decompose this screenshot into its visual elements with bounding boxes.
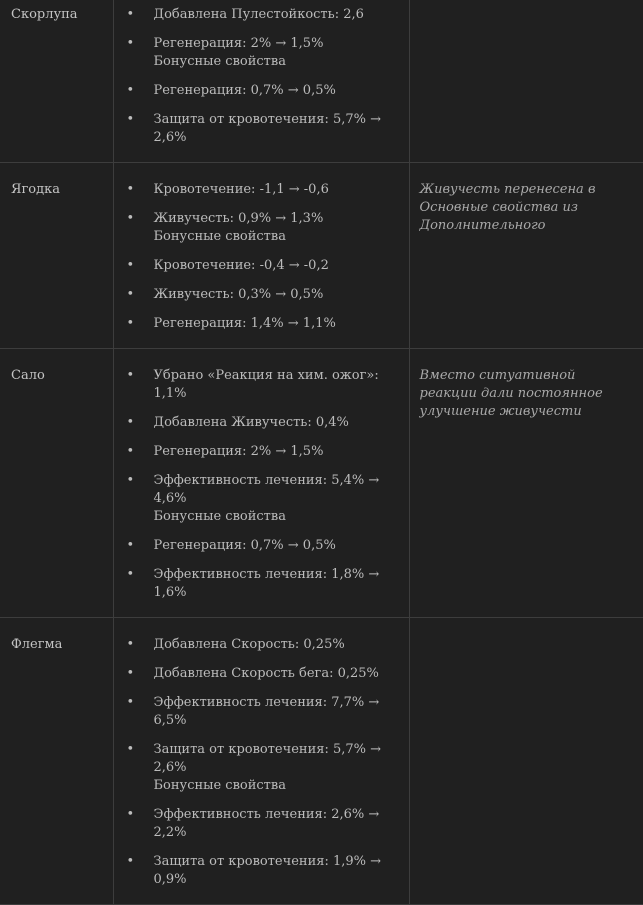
bonus-properties-label: Бонусные свойства — [153, 229, 286, 244]
table-row — [0, 349, 643, 618]
bonus-properties-label: Бонусные свойства — [153, 778, 286, 793]
list-item — [114, 414, 397, 432]
comment-cell: Вместо ситуативной реакции дали постоянное улучшение живучести — [409, 349, 643, 618]
list-item — [114, 537, 397, 555]
bullet-icon: • — [126, 666, 135, 681]
item-name-cell: Ягодка — [0, 163, 113, 349]
table-row — [0, 163, 643, 349]
change-text: Эффективность лечения: 2,6% → 2,2% — [153, 807, 380, 840]
bullet-icon: • — [126, 211, 135, 226]
bullet-icon: • — [126, 415, 135, 430]
change-text: Убрано «Реакция на хим. ожог»: 1,1% — [153, 368, 379, 401]
list-item — [114, 853, 397, 889]
changes-list — [114, 6, 397, 147]
list-item — [114, 636, 397, 654]
change-text: Регенерация: 0,7% → 0,5% — [153, 538, 336, 553]
bullet-icon: • — [126, 112, 135, 127]
item-name-cell: Сало — [0, 349, 113, 618]
change-text: Эффективность лечения: 7,7% → 6,5% — [153, 695, 380, 728]
list-item — [114, 6, 397, 24]
bullet-icon: • — [126, 473, 135, 488]
bullet-icon: • — [126, 742, 135, 757]
change-text: Кровотечение: -1,1 → -0,6 — [153, 182, 329, 197]
bullet-icon: • — [126, 695, 135, 710]
change-text: Добавлена Скорость: 0,25% — [153, 637, 345, 652]
list-item — [114, 286, 397, 304]
change-text: Регенерация: 2% → 1,5% — [153, 36, 324, 51]
change-text: Живучесть: 0,3% → 0,5% — [153, 287, 324, 302]
table-row — [0, 618, 643, 905]
comment-cell: Живучесть перенесена в Основные свойства из Дополнительного — [409, 163, 643, 349]
bullet-icon: • — [126, 444, 135, 459]
change-text: Защита от кровотечения: 5,7% → 2,6% — [153, 112, 382, 145]
list-item — [114, 210, 397, 246]
table-row — [0, 0, 643, 163]
change-text: Защита от кровотечения: 5,7% → 2,6% — [153, 742, 382, 775]
list-item — [114, 257, 397, 275]
change-text: Эффективность лечения: 1,8% → 1,6% — [153, 567, 380, 600]
changes-list — [114, 636, 397, 889]
list-item — [114, 82, 397, 100]
bullet-icon: • — [126, 807, 135, 822]
list-item — [114, 694, 397, 730]
change-text: Регенерация: 1,4% → 1,1% — [153, 316, 336, 331]
bullet-icon: • — [126, 316, 135, 331]
change-text: Кровотечение: -0,4 → -0,2 — [153, 258, 329, 273]
list-item — [114, 566, 397, 602]
change-text: Добавлена Скорость бега: 0,25% — [153, 666, 379, 681]
change-text: Эффективность лечения: 5,4% → 4,6% — [153, 473, 380, 506]
comment-cell — [409, 618, 643, 905]
change-text: Живучесть: 0,9% → 1,3% — [153, 211, 324, 226]
item-name-cell: Скорлупа — [0, 0, 113, 163]
changes-cell — [113, 349, 409, 618]
bullet-icon: • — [126, 567, 135, 582]
change-text: Добавлена Живучесть: 0,4% — [153, 415, 349, 430]
list-item — [114, 665, 397, 683]
bullet-icon: • — [126, 182, 135, 197]
list-item — [114, 315, 397, 333]
change-text: Защита от кровотечения: 1,9% → 0,9% — [153, 854, 382, 887]
changes-cell — [113, 163, 409, 349]
list-item — [114, 111, 397, 147]
change-text: Регенерация: 2% → 1,5% — [153, 444, 324, 459]
comment-cell — [409, 0, 643, 163]
list-item — [114, 806, 397, 842]
list-item — [114, 367, 397, 403]
bullet-icon: • — [126, 7, 135, 22]
list-item — [114, 472, 397, 526]
bullet-icon: • — [126, 36, 135, 51]
bonus-properties-label: Бонусные свойства — [153, 54, 286, 69]
bonus-properties-label: Бонусные свойства — [153, 509, 286, 524]
changes-list — [114, 367, 397, 602]
list-item — [114, 181, 397, 199]
list-item — [114, 741, 397, 795]
changes-cell — [113, 0, 409, 163]
bullet-icon: • — [126, 854, 135, 869]
list-item — [114, 443, 397, 461]
bullet-icon: • — [126, 83, 135, 98]
bullet-icon: • — [126, 637, 135, 652]
bullet-icon: • — [126, 258, 135, 273]
bullet-icon: • — [126, 368, 135, 383]
changes-list — [114, 181, 397, 333]
item-name-cell: Флегма — [0, 618, 113, 905]
change-text: Регенерация: 0,7% → 0,5% — [153, 83, 336, 98]
list-item — [114, 35, 397, 71]
changes-cell — [113, 618, 409, 905]
bullet-icon: • — [126, 287, 135, 302]
change-text: Добавлена Пулестойкость: 2,6 — [153, 7, 364, 22]
bullet-icon: • — [126, 538, 135, 553]
